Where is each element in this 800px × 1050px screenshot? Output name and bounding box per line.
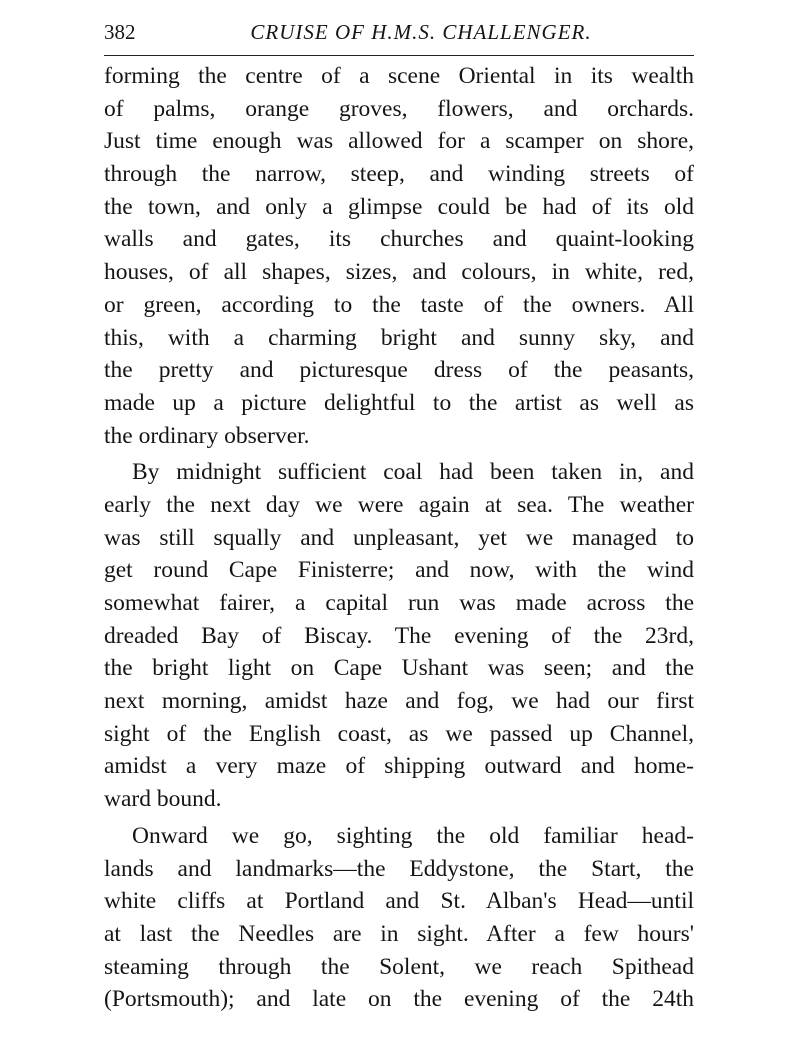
text-line: the town, and only a glimpse could be had of its old: [104, 193, 694, 220]
text-line: Onward we go, sighting the old familiar head-: [132, 822, 694, 849]
text-line: next morning, amidst haze and fog, we had our first: [104, 688, 694, 715]
text-line: ward bound.: [104, 786, 222, 813]
text-line: (Portsmouth); and late on the evening of the 24th: [104, 986, 694, 1013]
text-line: Just time enough was allowed for a scamper on shore,: [104, 128, 694, 155]
text-line: the bright light on Cape Ushant was seen; and the: [104, 655, 694, 682]
body-text: [104, 60, 694, 1020]
text-line: dreaded Bay of Biscay. The evening of the 23rd,: [104, 622, 694, 649]
text-line: early the next day we were again at sea. The weather: [104, 491, 694, 518]
text-line: of palms, orange groves, flowers, and orchards.: [104, 95, 694, 122]
text-line: steaming through the Solent, we reach Spithead: [104, 953, 694, 980]
text-line: get round Cape Finisterre; and now, with the wind: [104, 557, 694, 584]
paragraph-2: [104, 456, 694, 816]
paragraph-1: [104, 60, 694, 452]
text-line: lands and landmarks—the Eddystone, the Start, the: [104, 855, 694, 882]
paragraph-3: [104, 820, 694, 1016]
page-header: [104, 18, 694, 48]
text-line: this, with a charming bright and sunny sky, and: [104, 324, 694, 351]
text-line: through the narrow, steep, and winding streets of: [104, 161, 694, 188]
text-line: at last the Needles are in sight. After a few hours': [104, 920, 694, 947]
text-line: forming the centre of a scene Oriental in its wealth: [104, 63, 694, 89]
text-line: made up a picture delightful to the artist as well as: [104, 389, 694, 416]
text-line: the ordinary observer.: [104, 422, 310, 449]
text-line: somewhat fairer, a capital run was made across the: [104, 590, 694, 616]
header-rule: [104, 55, 694, 56]
text-line: the pretty and picturesque dress of the peasants,: [104, 357, 694, 384]
text-line: walls and gates, its churches and quaint-looking: [104, 226, 694, 253]
text-line: houses, of all shapes, sizes, and colours, in white, red,: [104, 259, 694, 286]
text-line: white cliffs at Portland and St. Alban's Head—until: [104, 888, 694, 915]
text-line: amidst a very maze of shipping outward and home-: [104, 753, 694, 780]
text-line: By midnight sufficient coal had been taken in, and: [132, 459, 694, 486]
text-line: or green, according to the taste of the owners. All: [104, 291, 694, 318]
running-title: CRUISE OF H.M.S. CHALLENGER.: [250, 20, 592, 44]
text-line: was still squally and unpleasant, yet we managed to: [104, 524, 694, 551]
text-line: sight of the English coast, as we passed up Channel,: [104, 720, 694, 747]
page-number: 382: [104, 20, 136, 44]
